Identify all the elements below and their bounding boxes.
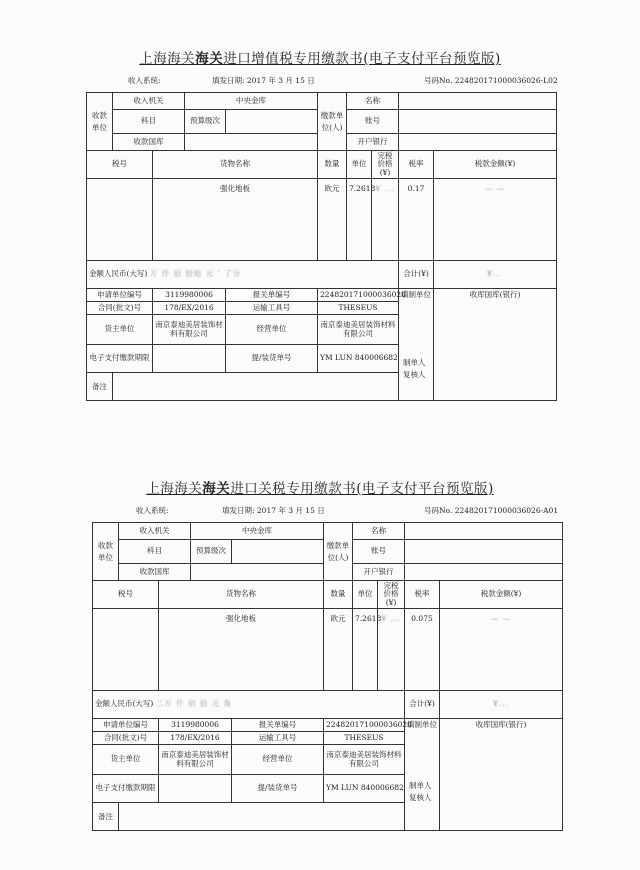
bank-treasury-cell <box>434 289 557 401</box>
goods-name-header: 货物名称 <box>153 151 318 179</box>
budget-level-label: 预算级次 <box>185 110 226 134</box>
treasury-value <box>185 134 318 151</box>
transport-no: THESEUS <box>318 302 399 315</box>
epay-value <box>159 775 232 803</box>
price-value: ¥ ... <box>372 179 399 261</box>
receiving-authority-label: 收入机关 <box>119 523 191 540</box>
business-unit-label: 经营单位 <box>232 745 324 775</box>
form-title: 上海海关海关进口增值税专用缴款书(电子支付平台预览版) <box>139 51 501 67</box>
transport-label: 运输工具号 <box>232 732 324 745</box>
cargo-unit-label: 货主单位 <box>87 315 153 345</box>
serial-number: 号码No. 224820171000036026-A01 <box>424 506 559 515</box>
name-value <box>405 523 563 540</box>
contract-label: 合同(批文)号 <box>87 302 153 315</box>
note-value <box>119 803 405 831</box>
treasury-label: 收款国库 <box>113 134 185 151</box>
qty-header: 数量 <box>318 151 347 179</box>
epay-label: 电子支付缴款期限 <box>87 345 153 373</box>
goods-name: 强化地板 <box>153 179 318 261</box>
maker-label: 制单人 <box>403 358 426 367</box>
total-value: ¥... <box>440 691 563 719</box>
bank-treasury-label: 收库国库(银行) <box>469 290 521 299</box>
bill-label: 提/装货单号 <box>232 775 324 803</box>
customs-no: 224820171000036026 <box>318 289 399 302</box>
receiving-authority-label: 收入机关 <box>113 93 185 110</box>
price-header: 完税价格(¥) <box>372 151 399 179</box>
unit-header: 单位 <box>347 151 372 179</box>
amount-value: — — <box>434 179 557 261</box>
exchange-rate: 7.2618 <box>353 609 378 691</box>
cargo-unit: 南京泰迪美居装饰材料有限公司 <box>159 745 232 775</box>
account-value <box>405 540 563 564</box>
reviewer-label: 复核人 <box>409 793 432 802</box>
name-label: 名称 <box>347 93 399 110</box>
note-label: 备注 <box>87 373 113 401</box>
payment-table <box>92 522 563 831</box>
total-label: 合计(¥) <box>405 691 440 719</box>
rate-header: 税率 <box>405 581 440 609</box>
tax-rate: 0.075 <box>405 609 440 691</box>
tax-no-cell <box>87 179 153 261</box>
fill-unit-label: 填制单位 <box>407 720 438 729</box>
payment-table <box>86 92 557 401</box>
business-unit: 南京泰迪美居装饰材料有限公司 <box>318 315 399 345</box>
treasury-label: 收款国库 <box>119 564 191 581</box>
budget-level-value <box>232 540 324 564</box>
tax-no-header: 税号 <box>93 581 159 609</box>
app-unit-no: 3119980006 <box>159 719 232 732</box>
amount-words-label: 金额人民币(大写) <box>95 699 154 709</box>
amount-words-label: 金额人民币(大写) <box>89 269 148 279</box>
budget-level-label: 预算级次 <box>191 540 232 564</box>
bank-label: 开户银行 <box>353 564 405 581</box>
price-header: 完税价格(¥) <box>378 581 405 609</box>
amount-header: 税款金额(¥) <box>434 151 557 179</box>
customs-no: 224820171000036026 <box>324 719 405 732</box>
app-unit-no: 3119980006 <box>153 289 226 302</box>
amount-value: — — <box>440 609 563 691</box>
customs-no-label: 报关单编号 <box>226 289 318 302</box>
epay-label: 电子支付缴款期限 <box>93 775 159 803</box>
receive-system-label: 收入系统: <box>136 506 169 515</box>
app-unit-no-label: 申请单位编号 <box>93 719 159 732</box>
budget-level-value <box>226 110 318 134</box>
subject-label: 科目 <box>119 540 191 564</box>
payer-unit-label: 缴款单位(人) <box>324 523 353 581</box>
unit-value: 欧元 <box>324 609 353 691</box>
tax-no-header: 税号 <box>87 151 153 179</box>
rate-header: 税率 <box>399 151 434 179</box>
contract-label: 合同(批文)号 <box>93 732 159 745</box>
amount-words-row <box>93 691 405 719</box>
total-value: ¥... <box>434 261 557 289</box>
receive-system-label: 收入系统: <box>128 76 161 85</box>
bank-treasury-label: 收库国库(银行) <box>475 720 527 729</box>
exchange-rate: 7.2618 <box>347 179 372 261</box>
name-value <box>399 93 557 110</box>
fill-unit-cell <box>405 719 440 831</box>
tax-no-cell <box>93 609 159 691</box>
business-unit-label: 经营单位 <box>226 315 318 345</box>
amount-words: 万 仟 佰 拾贴 元 ' 了分 <box>149 269 242 279</box>
app-unit-no-label: 申请单位编号 <box>87 289 153 302</box>
amount-words-row <box>87 261 399 289</box>
fill-date: 填发日期: 2017 年 3 月 15 日 <box>212 76 315 85</box>
cargo-unit-label: 货主单位 <box>93 745 159 775</box>
total-label: 合计(¥) <box>399 261 434 289</box>
treasury-value <box>191 564 324 581</box>
bill-no: YM LUN 840006682 <box>318 345 399 373</box>
amount-words: 二万 仟 佰 拾 元 角 <box>155 699 233 709</box>
maker-label: 制单人 <box>409 781 432 790</box>
contract-no: 178/EX/2016 <box>159 732 232 745</box>
receiving-unit-label: 收款单位 <box>87 93 113 151</box>
customs-no-label: 报关单编号 <box>232 719 324 732</box>
cargo-unit: 南京泰迪美居装饰材料有限公司 <box>153 315 226 345</box>
fill-date: 填发日期: 2017 年 3 月 15 日 <box>222 506 325 515</box>
amount-header: 税款金额(¥) <box>440 581 563 609</box>
qty-header: 数量 <box>324 581 353 609</box>
receiving-unit-label: 收款单位 <box>93 523 119 581</box>
account-label: 账号 <box>353 540 405 564</box>
fill-unit-label: 填制单位 <box>401 290 432 299</box>
epay-value <box>153 345 226 373</box>
receiving-authority-value: 中央金库 <box>185 93 318 110</box>
contract-no: 178/EX/2016 <box>153 302 226 315</box>
bill-no: YM LUN 840006682 <box>324 775 405 803</box>
bill-label: 提/装货单号 <box>226 345 318 373</box>
price-value: ¥ ... <box>378 609 405 691</box>
payer-unit-label: 缴款单位(人) <box>318 93 347 151</box>
account-value <box>399 110 557 134</box>
unit-value: 欧元 <box>318 179 347 261</box>
note-label: 备注 <box>93 803 119 831</box>
business-unit: 南京泰迪美居装饰材料有限公司 <box>324 745 405 775</box>
reviewer-label: 复核人 <box>403 370 426 379</box>
bank-label: 开户银行 <box>347 134 399 151</box>
name-label: 名称 <box>353 523 405 540</box>
unit-header: 单位 <box>353 581 378 609</box>
transport-no: THESEUS <box>324 732 405 745</box>
serial-number: 号码No. 224820171000036026-L02 <box>424 76 558 85</box>
note-value <box>113 373 399 401</box>
transport-label: 运输工具号 <box>226 302 318 315</box>
form-title: 上海海关海关进口关税专用缴款书(电子支付平台预览版) <box>146 481 494 497</box>
goods-name-header: 货物名称 <box>159 581 324 609</box>
goods-name: 强化地板 <box>159 609 324 691</box>
bank-treasury-cell <box>440 719 563 831</box>
account-label: 账号 <box>347 110 399 134</box>
tax-rate: 0.17 <box>399 179 434 261</box>
bank-value <box>405 564 563 581</box>
fill-unit-cell <box>399 289 434 401</box>
bank-value <box>399 134 557 151</box>
receiving-authority-value: 中央金库 <box>191 523 324 540</box>
subject-label: 科目 <box>113 110 185 134</box>
